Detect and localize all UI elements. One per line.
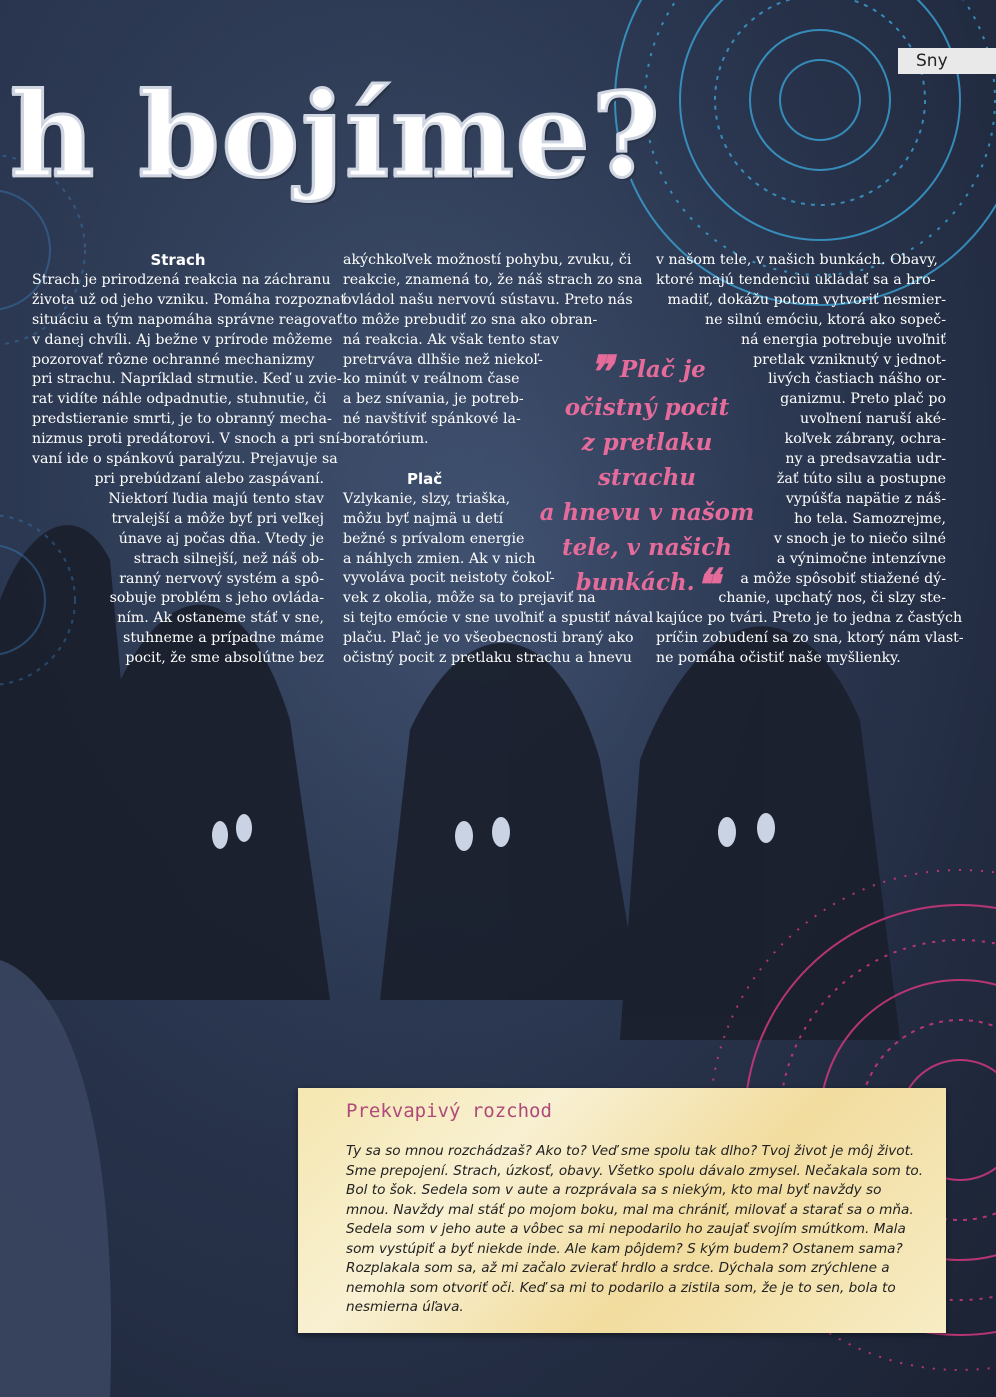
text-line: pretlak vzniknutý v jednot-	[753, 351, 946, 368]
text-line: a môže spôsobiť stiažené dý-	[740, 570, 946, 587]
text-line: strach silnejší, než náš ob-	[133, 550, 324, 567]
text-line: ná reakcia. Ak však tento stav	[343, 331, 559, 348]
quote-line: a hnevu v našom	[539, 499, 755, 526]
text-line: plaču. Plač je vo všeobecnosti braný ako	[343, 630, 634, 647]
text-line: Niektorí ľudia majú tento stav	[108, 490, 324, 507]
quote-line: z pretlaku strachu	[581, 429, 713, 491]
text-line: chanie, upchatý nos, či slzy ste-	[718, 590, 946, 607]
text-line: ne pomáha očistiť naše myšlienky.	[656, 650, 901, 667]
text-line: a bez snívania, je potreb-	[343, 391, 524, 408]
text-line: ná energia potrebuje uvoľniť	[740, 331, 946, 348]
text-line: žať túto silu a postupne	[776, 470, 946, 487]
quote-line: bunkách.	[575, 569, 695, 596]
text-line: a náhlych zmien. Ak v nich	[343, 550, 536, 567]
text-line: pri strachu. Napríklad strnutie. Keď u zvie-	[32, 371, 342, 388]
text-line: rat vidíte náhle odpadnutie, stuhnutie, či	[32, 391, 327, 408]
text-line: vyvoláva pocit neistoty čokoľ-	[343, 570, 555, 587]
heading-strach: Strach	[150, 251, 206, 269]
text-line: ním. Ak ostaneme stáť v sne,	[117, 610, 324, 627]
story-box	[298, 1088, 946, 1333]
text-line: Vzlykanie, slzy, triaška,	[343, 490, 511, 507]
text-line: v danej chvíli. Aj bežne v prírode môžeme	[32, 331, 333, 348]
text-line: nizmus proti predátorovi. V snoch a pri sní-	[32, 431, 345, 448]
text-line: uvoľnení naruší aké-	[799, 411, 946, 428]
headline: h bojíme?	[10, 68, 662, 204]
story-text: Ty sa so mnou rozchádzaš? Ako to? Veď sme spolu tak dlho? Tvoj život je môj život. Sme prepojení. Strach, úzkosť, obavy. Všetko spolu dávalo zmysel. Nečakala som to. Bol to šok. Sedela som v aute a rozprávala sa s niekým, kto mal byť navždy so mnou. Navždy mal stáť po mojom boku, mal ma chrániť, milovať a starať sa o mňa. Sedela som v jeho aute a vôbec sa mi nepodarilo ho zaujať svojím smútkom. Mala som vystúpiť a byť niekde inde. Ale kam pôjdem? S kým budem? Ostanem sama? Rozplakala som sa, až mi začalo zvierať hrdlo a srdce. Dýchala som zrýchlene a nemohla som otvoriť oči. Keď sa mi to podarilo a zistila som, že je to sen, bola to nesmierna úľava.	[346, 1143, 924, 1315]
text-line: sobuje problém s jeho ovláda-	[109, 590, 324, 607]
text-line: v snoch je to niečo silné	[773, 530, 946, 547]
text-line: koľvek zábrany, ochra-	[784, 431, 946, 448]
text-line: a výnimočne intenzívne	[776, 550, 946, 567]
pull-quote	[537, 347, 757, 611]
text-line: môžu byť najmä u detí	[343, 510, 504, 527]
text-line: to môže prebudiť zo sna ako obran-	[343, 311, 598, 328]
text-line: vaní ide o spánkovú paralýzu. Prejavuje sa	[32, 451, 338, 468]
text-line: vypúšťa napätie z náš-	[785, 490, 946, 507]
text-line: ho tela. Samozrejme,	[794, 510, 946, 527]
text-line: ne silnú emóciu, ktorá ako sopeč-	[705, 311, 946, 328]
section-tag: Sny	[898, 48, 996, 74]
text-line: ko minút v reálnom čase	[343, 371, 520, 388]
text-line: reakcie, znamená to, že náš strach zo sna	[343, 271, 643, 288]
quote-line: očistný pocit	[564, 394, 730, 421]
text-line: ranný nervový systém a spô-	[119, 570, 324, 587]
text-line: trvalejší a môže byť pri veľkej	[111, 510, 324, 527]
text-line: pozorovať rôzne ochranné mechanizmy	[32, 351, 315, 368]
text-line: vek z okolia, môže sa to prejaviť na	[343, 590, 596, 607]
text-line: livých častiach nášho or-	[768, 371, 946, 388]
close-quote-icon: ❝	[694, 560, 719, 611]
column-1	[32, 251, 347, 669]
text-line: stuhneme a prípadne máme	[123, 630, 324, 647]
text-line: príčin zobudení sa zo sna, ktorý nám vlast-	[656, 630, 964, 647]
text-line: ovládol našu nervovú sústavu. Preto nás	[343, 291, 633, 308]
text-line: Strach je prirodzená reakcia na záchranu	[32, 271, 331, 288]
quote-line: tele, v našich	[561, 534, 733, 561]
text-line: predstieranie smrti, je to obranný mecha-	[32, 411, 332, 428]
text-line: očistný pocit z pretlaku strachu a hnevu	[343, 650, 632, 667]
text-line: života už od jeho vzniku. Pomáha rozpoznať	[32, 291, 347, 308]
text-line: bežné s prívalom energie	[343, 530, 525, 547]
heading-plac: Plač	[407, 469, 443, 488]
text-line: madiť, dokážu potom vytvoriť nesmier-	[667, 291, 946, 308]
text-line: ganizmu. Preto plač po	[780, 391, 946, 408]
text-line: pri prebúdzaní alebo zaspávaní.	[94, 470, 324, 487]
quote-line: Plač je	[619, 356, 706, 383]
text-line: si tejto emócie v sne uvoľniť a spustiť nával	[343, 610, 654, 627]
text-line: únave aj počas dňa. Vtedy je	[118, 530, 324, 547]
open-quote-icon: ❞	[588, 347, 612, 398]
text-line: pretrváva dlhšie než niekoľ-	[343, 351, 543, 368]
text-line: situáciu a tým napomáha správne reagovať	[32, 311, 343, 328]
text-line: boratórium.	[343, 431, 429, 448]
story-title: Prekvapivý rozchod	[346, 1100, 552, 1122]
text-line: pocit, že sme absolútne bez	[125, 650, 324, 667]
text-line: akýchkoľvek možností pohybu, zvuku, či	[343, 252, 632, 268]
text-line: né navštíviť spánkové la-	[343, 411, 521, 428]
text-line: v našom tele, v našich bunkách. Obavy,	[656, 252, 938, 268]
text-line: ny a predsavzatia udr-	[785, 451, 946, 468]
text-line: ktoré majú tendenciu ukladať sa a hro-	[656, 271, 936, 288]
text-line: kajúce po tvári. Preto je to jedna z častých	[656, 610, 963, 627]
